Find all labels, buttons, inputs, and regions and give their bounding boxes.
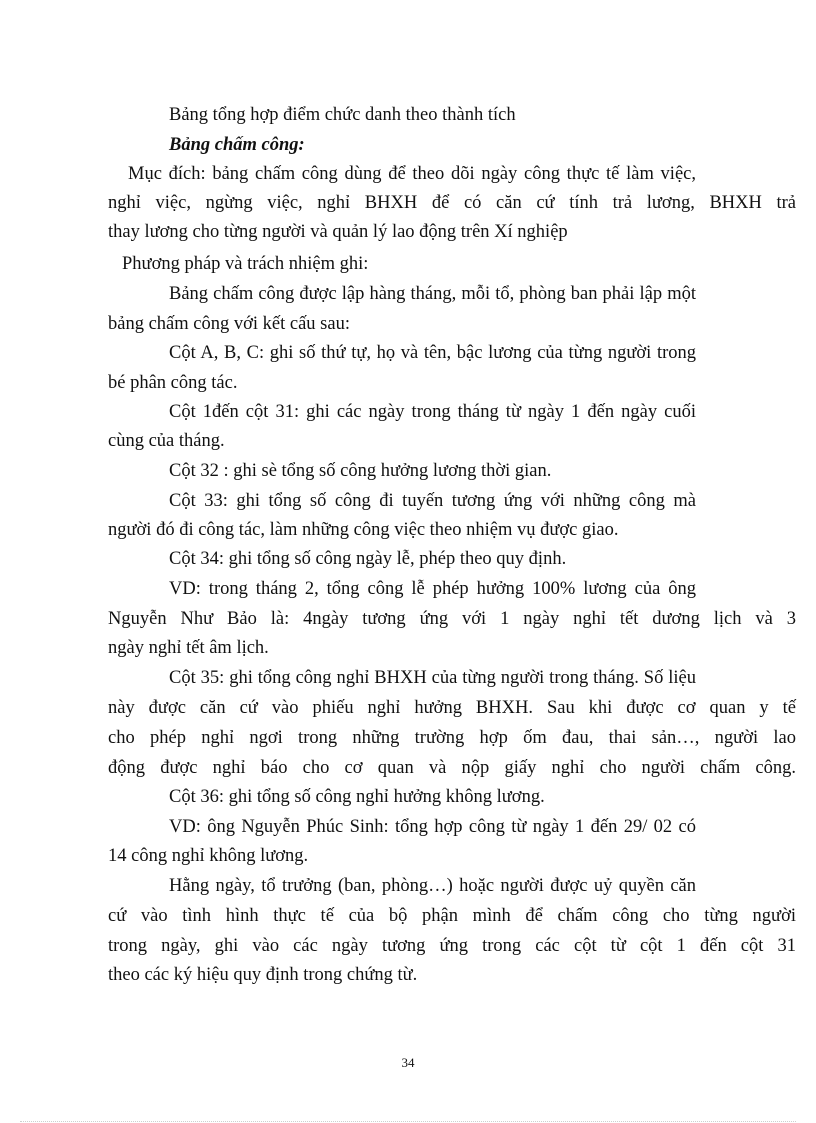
text-line: VD: trong tháng 2, tổng công lễ phép hưởng 100% lương của ông <box>169 579 696 599</box>
text-line: Cột 34: ghi tổng số công ngày lễ, phép theo quy định. <box>169 549 567 569</box>
page-number: 34 <box>401 1055 415 1070</box>
text-line: Cột 33: ghi tổng số công đi tuyến tương ứng với những công mà <box>169 491 696 511</box>
text-line: Nguyễn Như Bảo là: 4ngày tương ứng với 1 ngày nghỉ tết dương lịch và 3 <box>108 609 796 629</box>
text-line: ngày nghỉ tết âm lịch. <box>108 638 269 658</box>
text-line: Mục đích: bảng chấm công dùng để theo dõi ngày công thực tế làm việc, <box>128 164 696 184</box>
text-line: Bảng tổng hợp điểm chức danh theo thành tích <box>169 105 516 125</box>
text-line: thay lương cho từng người và quản lý lao động trên Xí nghiệp <box>108 222 568 242</box>
text-line: Cột 36: ghi tổng số công nghỉ hưởng không lương. <box>169 787 545 807</box>
text-line: 14 công nghỉ không lương. <box>108 846 309 866</box>
text-line: VD: ông Nguyễn Phúc Sinh: tổng hợp công từ ngày 1 đến 29/ 02 có <box>169 817 696 837</box>
text-line: Cột 1đến cột 31: ghi các ngày trong tháng từ ngày 1 đến ngày cuối <box>169 402 696 422</box>
text-line: động được nghỉ báo cho cơ quan và nộp giấy nghỉ cho người chấm công. <box>108 758 796 778</box>
text-line: theo các ký hiệu quy định trong chứng từ. <box>108 965 418 985</box>
text-line: Phương pháp và trách nhiệm ghi: <box>122 254 369 274</box>
text-line: nghỉ việc, ngừng việc, nghỉ BHXH để có căn cứ tính trả lương, BHXH trả <box>108 193 796 213</box>
text-line: Bảng chấm công được lập hàng tháng, mỗi tổ, phòng ban phải lập một <box>169 284 696 304</box>
text-line: người đó đi công tác, làm những công việc theo nhiệm vụ được giao. <box>108 520 619 540</box>
text-line: bảng chấm công với kết cấu sau: <box>108 314 350 334</box>
text-line: bé phân công tác. <box>108 373 238 393</box>
text-line: Cột 32 : ghi sè tổng số công hưởng lương thời gian. <box>169 461 552 481</box>
text-line: này được căn cứ vào phiếu nghỉ hưởng BHXH. Sau khi được cơ quan y tế <box>108 698 796 718</box>
text-line: trong ngày, ghi vào các ngày tương ứng trong các cột từ cột 1 đến cột 31 <box>108 936 796 956</box>
section-heading: Bảng chấm công: <box>169 135 305 155</box>
text-line: cứ vào tình hình thực tế của bộ phận mình để chấm công cho từng người <box>108 906 796 926</box>
text-line: Cột A, B, C: ghi số thứ tự, họ và tên, bậc lương của từng người trong <box>169 343 696 363</box>
text-line: Cột 35: ghi tổng công nghỉ BHXH của từng người trong tháng. Số liệu <box>169 668 696 688</box>
text-line: cho phép nghỉ ngơi trong những trường hợp ốm đau, thai sản…, người lao <box>108 728 796 748</box>
page-border-line <box>20 1121 796 1122</box>
text-line: Hằng ngày, tổ trưởng (ban, phòng…) hoặc người được uỷ quyền căn <box>169 876 696 896</box>
text-line: cùng của tháng. <box>108 431 225 451</box>
